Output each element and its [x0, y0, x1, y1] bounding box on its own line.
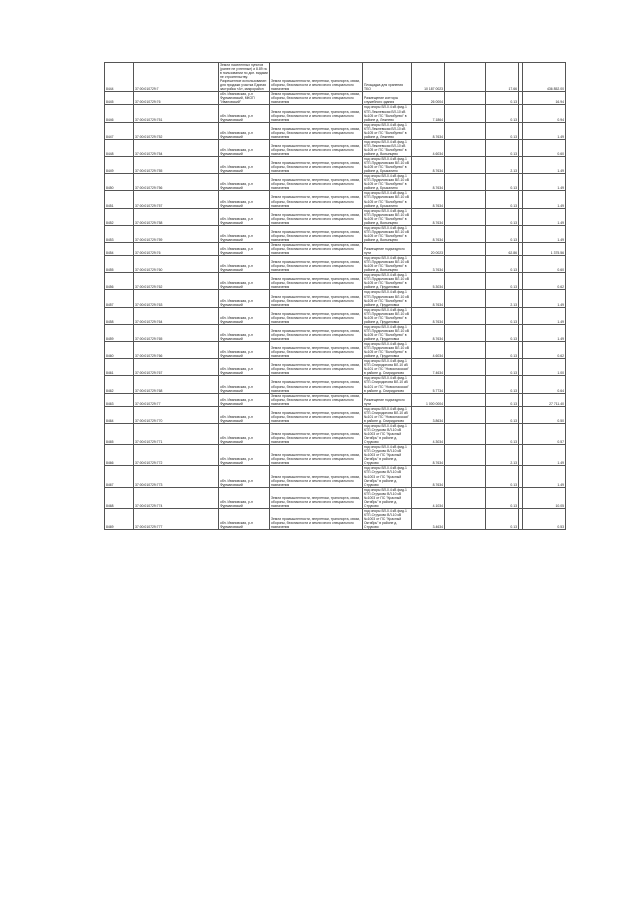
address-cell: обл. Ивановская, р-н Фурмановский	[219, 122, 270, 139]
rate-cell: 0.13	[486, 466, 519, 487]
permitted-use-cell: под опоры ВЛ-0.4 кВ фид.1 КТП-Прудиловская ВЛ-10 кВ №105 от ПС "Волобуево" в районе д. Прудиловка	[363, 307, 412, 324]
area-cell: 5.7734	[412, 376, 445, 393]
area-cell: 8.7634	[412, 324, 445, 341]
area-cell: 8.7634	[412, 445, 445, 466]
permitted-use-cell: под опоры ВЛ-0.4 кВ фид.1 КТП-Прудиловская ВЛ-10 кВ №105 от ПС "Волобуево" в районе д. Прудиловка	[363, 273, 412, 290]
cadastral-number-cell: 37:00:010729:762	[134, 273, 219, 290]
land-registry-table	[104, 62, 566, 530]
table-row	[105, 445, 566, 466]
row-number-cell: 8453	[105, 225, 134, 242]
table-row	[105, 508, 566, 529]
address-cell: обл. Ивановская, р-н Фурмановский	[219, 174, 270, 191]
land-category-cell: Земли промышленности, энергетики, транспорта, связи, обороны, безопасности и земли иного специального назначения	[270, 406, 363, 423]
rate-cell: 0.13	[486, 105, 519, 122]
rate-cell: 62.86	[486, 242, 519, 255]
empty-cell	[445, 307, 486, 324]
row-number-cell: 8455	[105, 256, 134, 273]
area-cell: 3.7634	[412, 256, 445, 273]
land-registry-sheet	[104, 62, 564, 530]
amount-cell: 0.62	[523, 273, 566, 290]
permitted-use-cell: под опоры ВЛ-0.4 кВ фид.1 КТП-Струково ВЛ-10 кВ №1003 от ПС "Красный Октябрь" в районе д. Струково	[363, 466, 412, 487]
table-row	[105, 139, 566, 156]
table-row	[105, 324, 566, 341]
rate-cell: 0.13	[486, 122, 519, 139]
row-number-cell: 8457	[105, 290, 134, 307]
permitted-use-cell: под опоры ВЛ-0.4 кВ фид.1 КТП-Прудиловская ВЛ-10 кВ №105 от ПС "Волобуево" в районе д. Брыкалино	[363, 157, 412, 174]
rate-cell: 0.13	[486, 324, 519, 341]
rate-cell: 0.13	[486, 342, 519, 359]
land-category-cell: Земли промышленности, энергетики, транспорта, связи, обороны, безопасности и земли иного специального назначения	[270, 445, 363, 466]
land-category-cell: Земли промышленности, энергетики, транспорта, связи, обороны, безопасности и земли иного специального назначения	[270, 307, 363, 324]
land-category-cell: Земли промышленности, энергетики, транспорта, связи, обороны, безопасности и земли иного специального назначения	[270, 92, 363, 105]
row-number-cell: 8458	[105, 307, 134, 324]
land-category-cell: Земли промышленности, энергетики, транспорта, связи, обороны, безопасности и земли иного специального назначения	[270, 225, 363, 242]
empty-cell	[445, 63, 486, 92]
table-row	[105, 92, 566, 105]
address-cell: обл. Ивановская, р-н Фурмановский	[219, 508, 270, 529]
cadastral-number-cell: 37:00:010729:758	[134, 208, 219, 225]
cadastral-number-cell: 37:00:010729:767	[134, 359, 219, 376]
area-cell: 8.7634	[412, 122, 445, 139]
empty-cell	[445, 342, 486, 359]
rate-cell: 17.66	[486, 63, 519, 92]
permitted-use-cell: под опоры ВЛ-0.4 кВ фид.1 КТП-Прудиловская ВЛ-10 кВ №105 от ПС "Волобуево" в районе д. Прудиловка	[363, 324, 412, 341]
amount-cell: 1.49	[523, 225, 566, 242]
land-category-cell: Земли промышленности, энергетики, транспорта, связи, обороны, безопасности и земли иного специального назначения	[270, 423, 363, 444]
row-number-cell: 8463	[105, 393, 134, 406]
amount-cell: 0.64	[523, 376, 566, 393]
empty-cell	[445, 508, 486, 529]
address-cell: обл. Ивановская, р-н Фурмановский	[219, 406, 270, 423]
row-number-cell: 8464	[105, 406, 134, 423]
land-category-cell: Земли промышленности, энергетики, транспорта, связи, обороны, безопасности и земли иного специального назначения	[270, 359, 363, 376]
cadastral-number-cell: 37:00:010729:759	[134, 225, 219, 242]
land-category-cell: Земли промышленности, энергетики, транспорта, связи, обороны, безопасности и земли иного специального назначения	[270, 105, 363, 122]
cadastral-number-cell: 37:00:010729:766	[134, 342, 219, 359]
cadastral-number-cell: 37:00:010729:7	[134, 63, 219, 92]
amount-cell: 436 852.00	[523, 63, 566, 92]
land-category-cell: Земли промышленности, энергетики, транспорта, связи, обороны, безопасности и земли иного специального назначения	[270, 208, 363, 225]
table-row	[105, 393, 566, 406]
cadastral-number-cell: 37:00:010729:763	[134, 290, 219, 307]
address-cell: обл. Ивановская, р-н Фурмановский	[219, 105, 270, 122]
area-cell: 8.7634	[412, 225, 445, 242]
address-cell: обл. Ивановская, р-н Фурмановский	[219, 242, 270, 255]
rate-cell: 0.13	[486, 174, 519, 191]
permitted-use-cell: Размещение подъездного пути	[363, 242, 412, 255]
empty-cell	[445, 225, 486, 242]
land-category-cell: Земли промышленности, энергетики, транспорта, связи, обороны, безопасности и земли иного специального назначения	[270, 122, 363, 139]
permitted-use-cell: под опоры ВЛ-0.4 кВ фид.1 КТП-Струково ВЛ-10 кВ №1003 от ПС "Красный Октябрь" в районе д. Струково	[363, 487, 412, 508]
rate-cell: 2.13	[486, 157, 519, 174]
table-row	[105, 406, 566, 423]
table-body	[105, 63, 566, 530]
row-number-cell: 8467	[105, 466, 134, 487]
address-cell: обл. Ивановская, р-н Фурмановский	[219, 487, 270, 508]
cadastral-number-cell: 37:00:010729:764	[134, 307, 219, 324]
cadastral-number-cell: 37:00:010729:755	[134, 157, 219, 174]
land-category-cell: Земли промышленности, энергетики, транспорта, связи, обороны, безопасности и земли иного специального назначения	[270, 342, 363, 359]
rate-cell: 0.13	[486, 406, 519, 423]
empty-cell	[445, 423, 486, 444]
area-cell: 4.1034	[412, 487, 445, 508]
permitted-use-cell: Размещение подъездного пути	[363, 393, 412, 406]
area-cell: 8.7634	[412, 191, 445, 208]
row-number-cell: 8446	[105, 105, 134, 122]
rate-cell: 0.13	[486, 487, 519, 508]
amount-cell: 1.49	[523, 191, 566, 208]
table-row	[105, 157, 566, 174]
address-cell: обл. Ивановская, р-н Фурмановский	[219, 376, 270, 393]
empty-cell	[445, 324, 486, 341]
empty-cell	[445, 487, 486, 508]
land-category-cell: Земли промышленности, энергетики, транспорта, связи, обороны, безопасности и земли иного специального назначения	[270, 508, 363, 529]
table-row	[105, 290, 566, 307]
empty-cell	[445, 122, 486, 139]
permitted-use-cell: под опоры ВЛ-0.4 кВ фид.1 КТП-Спиридонова ВЛ-10 кВ №101 от ПС "Новоспасская" в районе д. Спиридоново	[363, 359, 412, 376]
permitted-use-cell: Площадка для хранения ТБО	[363, 63, 412, 92]
table-row	[105, 105, 566, 122]
permitted-use-cell: под опоры ВЛ-0.4 кВ фид.1 КТП-Струково ВЛ-10 кВ №1003 от ПС "Красный Октябрь" в районе д. Струково	[363, 423, 412, 444]
cadastral-number-cell: 37:00:010729:752	[134, 122, 219, 139]
address-cell: обл. Ивановская, р-н Фурмановский	[219, 307, 270, 324]
cadastral-number-cell: 37:00:010729:76	[134, 92, 219, 105]
empty-cell	[445, 256, 486, 273]
empty-cell	[445, 157, 486, 174]
address-cell: обл. Ивановская, р-н Фурмановский	[219, 342, 270, 359]
table-row	[105, 225, 566, 242]
amount-cell: 0.50	[523, 406, 566, 423]
amount-cell: 27 711.40	[523, 393, 566, 406]
permitted-use-cell: под опоры ВЛ-0.4 кВ фид.1 КТП-Прудиловская ВЛ-10 кВ №105 от ПС "Волобуево" в районе д. Волынцево	[363, 225, 412, 242]
cadastral-number-cell: 37:00:010729:756	[134, 174, 219, 191]
rate-cell: 0.13	[486, 139, 519, 156]
area-cell: 3.8634	[412, 406, 445, 423]
amount-cell: 0.94	[523, 105, 566, 122]
rate-cell: 0.13	[486, 359, 519, 376]
cadastral-number-cell: 37:00:010729:760	[134, 256, 219, 273]
empty-cell	[445, 174, 486, 191]
land-category-cell: Земли промышленности, энергетики, транспорта, связи, обороны, безопасности и земли иного специального назначения	[270, 139, 363, 156]
table-row	[105, 487, 566, 508]
address-cell: обл. Ивановская, р-н Фурмановский	[219, 191, 270, 208]
row-number-cell: 8468	[105, 487, 134, 508]
amount-cell: 0.60	[523, 256, 566, 273]
permitted-use-cell: под опоры ВЛ-0.4 кВ фид.1 КТП-Струково ВЛ-10 кВ №1003 от ПС "Красный Октябрь" в районе д. Струково	[363, 508, 412, 529]
table-row	[105, 174, 566, 191]
empty-cell	[445, 290, 486, 307]
address-cell: обл. Ивановская, р-н Фурмановский	[219, 273, 270, 290]
table-row	[105, 273, 566, 290]
cadastral-number-cell: 37:00:010729:774	[134, 487, 219, 508]
amount-cell: 1.49	[523, 157, 566, 174]
area-cell: 7.4634	[412, 359, 445, 376]
address-cell: обл. Ивановская, р-н Фурмановский	[219, 445, 270, 466]
address-cell: обл. Ивановская, р-н Фурмановский	[219, 256, 270, 273]
empty-cell	[445, 273, 486, 290]
table-row	[105, 376, 566, 393]
empty-cell	[445, 105, 486, 122]
amount-cell: 1.49	[523, 290, 566, 307]
table-row	[105, 256, 566, 273]
land-category-cell: Земли промышленности, энергетики, транспорта, связи, обороны, безопасности и земли иного специального назначения	[270, 273, 363, 290]
row-number-cell: 8451	[105, 191, 134, 208]
row-number-cell: 8461	[105, 359, 134, 376]
cadastral-number-cell: 37:00:010729:773	[134, 466, 219, 487]
rate-cell: 0.13	[486, 225, 519, 242]
empty-cell	[445, 466, 486, 487]
amount-cell: 16.94	[523, 92, 566, 105]
land-category-cell: Земли промышленности, энергетики, транспорта, связи, обороны, безопасности и земли иного специального назначения	[270, 393, 363, 406]
amount-cell: 1.49	[523, 466, 566, 487]
row-number-cell: 8454	[105, 242, 134, 255]
area-cell: 4.3034	[412, 423, 445, 444]
address-cell: обл. Ивановская, р-н Фурмановский	[219, 139, 270, 156]
empty-cell	[445, 359, 486, 376]
permitted-use-cell: под опоры ВЛ-0.4 кВ фид.1 КТП-Прудиловская ВЛ-10 кВ №105 от ПС "Волобуево" в районе д. Волынцево	[363, 256, 412, 273]
table-row	[105, 342, 566, 359]
empty-cell	[445, 139, 486, 156]
area-cell: 26 0004	[412, 92, 445, 105]
cadastral-number-cell: 37:00:010729:771	[134, 423, 219, 444]
amount-cell: 1.49	[523, 324, 566, 341]
address-cell: обл. Ивановская, р-н Фурмановский	[219, 290, 270, 307]
row-number-cell: 8450	[105, 174, 134, 191]
row-number-cell: 8452	[105, 208, 134, 225]
amount-cell: 10.05	[523, 487, 566, 508]
permitted-use-cell: под опоры ВЛ-0.4 кВ фид.1 КТП-Прудиловская ВЛ-10 кВ №105 от ПС "Волобуево" в районе д. Брыкалино	[363, 174, 412, 191]
permitted-use-cell: под опоры ВЛ-0.4 кВ фид.1 КТП-Лежневская ВЛ-10 кВ №105 от ПС "Волобуево" в районе д. Волынцево	[363, 139, 412, 156]
amount-cell: 1.49	[523, 307, 566, 324]
land-category-cell: Земли промышленности, энергетики, транспорта, связи, обороны, безопасности и земли иного специального назначения	[270, 157, 363, 174]
table-row	[105, 242, 566, 255]
land-category-cell: Земли промышленности, энергетики, транспорта, связи, обороны, безопасности и земли иного специального назначения	[270, 242, 363, 255]
land-category-cell: Земли промышленности, энергетики, транспорта, связи, обороны, безопасности и земли иного специального назначения	[270, 63, 363, 92]
land-category-cell: Земли промышленности, энергетики, транспорта, связи, обороны, безопасности и земли иного специального назначения	[270, 256, 363, 273]
amount-cell: 1.49	[523, 122, 566, 139]
cadastral-number-cell: 37:00:010729:77	[134, 393, 219, 406]
area-cell: 4.6034	[412, 139, 445, 156]
row-number-cell: 8462	[105, 376, 134, 393]
table-row	[105, 423, 566, 444]
permitted-use-cell: под опоры ВЛ-0.4 кВ фид.1 КТП-Прудиловская ВЛ-10 кВ №105 от ПС "Волобуево" в районе д. Волынцево	[363, 208, 412, 225]
rate-cell: 0.13	[486, 423, 519, 444]
permitted-use-cell: под опоры ВЛ-0.4 кВ фид.1 КТП-Прудиловская ВЛ-10 кВ №105 от ПС "Волобуево" в районе д. Прудиловка	[363, 290, 412, 307]
amount-cell: 1.00	[523, 359, 566, 376]
address-cell: обл. Ивановская, р-н Фурмановский	[219, 393, 270, 406]
rate-cell: 0.13	[486, 376, 519, 393]
table-row	[105, 191, 566, 208]
table-row	[105, 466, 566, 487]
rate-cell: 0.13	[486, 208, 519, 225]
permitted-use-cell: под опоры ВЛ-0.4 кВ фид.1 КТП-Лежневская ВЛ-10 кВ №105 от ПС "Волобуево" в районе д. Лежнево	[363, 105, 412, 122]
amount-cell: 0.53	[523, 508, 566, 529]
cadastral-number-cell: 37:00:010729:768	[134, 376, 219, 393]
area-cell: 1 000 0004	[412, 393, 445, 406]
permitted-use-cell: под опоры ВЛ-0.4 кВ фид.1 КТП-Прудиловская ВЛ-10 кВ №105 от ПС "Волобуево" в районе д. Брыкалино	[363, 191, 412, 208]
rate-cell: 0.13	[486, 393, 519, 406]
empty-cell	[445, 92, 486, 105]
table-row	[105, 63, 566, 92]
table-row	[105, 208, 566, 225]
area-cell: 4.6034	[412, 342, 445, 359]
area-cell: 8.7634	[412, 290, 445, 307]
rate-cell: 0.13	[486, 256, 519, 273]
amount-cell: 1.49	[523, 174, 566, 191]
row-number-cell: 8460	[105, 342, 134, 359]
empty-cell	[445, 191, 486, 208]
address-cell: обл. Ивановская, р-н Фурмановский	[219, 466, 270, 487]
empty-cell	[445, 445, 486, 466]
land-category-cell: Земли промышленности, энергетики, транспорта, связи, обороны, безопасности и земли иного специального назначения	[270, 487, 363, 508]
address-cell: обл. Ивановская, р-н Фурмановский	[219, 359, 270, 376]
row-number-cell: 8448	[105, 139, 134, 156]
area-cell: 8.7634	[412, 466, 445, 487]
land-category-cell: Земли промышленности, энергетики, транспорта, связи, обороны, безопасности и земли иного специального назначения	[270, 376, 363, 393]
area-cell: 5.3034	[412, 273, 445, 290]
address-cell: обл. Ивановская, р-н Фурмановский	[219, 208, 270, 225]
rate-cell: 0.13	[486, 191, 519, 208]
row-number-cell: 8449	[105, 157, 134, 174]
cadastral-number-cell: 37:00:010729:765	[134, 324, 219, 341]
table-row	[105, 307, 566, 324]
row-number-cell: 8466	[105, 445, 134, 466]
area-cell: 10 187 0023	[412, 63, 445, 92]
land-category-cell: Земли промышленности, энергетики, транспорта, связи, обороны, безопасности и земли иного специального назначения	[270, 191, 363, 208]
row-number-cell: 8445	[105, 92, 134, 105]
land-category-cell: Земли промышленности, энергетики, транспорта, связи, обороны, безопасности и земли иного специального назначения	[270, 174, 363, 191]
row-number-cell: 8469	[105, 508, 134, 529]
cadastral-number-cell: 37:00:010729:751	[134, 105, 219, 122]
table-row	[105, 359, 566, 376]
rate-cell: 0.13	[486, 508, 519, 529]
permitted-use-cell: Размещение конторы служебного здания	[363, 92, 412, 105]
rate-cell: 0.13	[486, 92, 519, 105]
amount-cell: 0.60	[523, 139, 566, 156]
empty-cell	[445, 406, 486, 423]
address-cell: обл. Ивановская, р-н Фурмановский	[219, 324, 270, 341]
address-cell: обл. Ивановская, р-н Фурмановский	[219, 157, 270, 174]
cadastral-number-cell: 37:00:010729:772	[134, 445, 219, 466]
row-number-cell: 8444	[105, 63, 134, 92]
address-cell: обл. Ивановская, р-н Фурмановский	[219, 423, 270, 444]
rate-cell: 2.13	[486, 290, 519, 307]
cadastral-number-cell: 37:00:010729:76	[134, 242, 219, 255]
table-row	[105, 122, 566, 139]
area-cell: 8.7634	[412, 157, 445, 174]
permitted-use-cell: под опоры ВЛ-0.4 кВ фид.1 КТП-Струково ВЛ-10 кВ №1003 от ПС "Красный Октябрь" в районе д. Струково	[363, 445, 412, 466]
permitted-use-cell: под опоры ВЛ-0.4 кВ фид.1 КТП-Прудиловская ВЛ-10 кВ №105 от ПС "Волобуево" в районе д. Прудиловка	[363, 342, 412, 359]
area-cell: 8.7634	[412, 307, 445, 324]
amount-cell: 0.57	[523, 423, 566, 444]
amount-cell: 1.49	[523, 208, 566, 225]
permitted-use-cell: под опоры ВЛ-0.4 кВ фид.1 КТП-Лежневская ВЛ-10 кВ №105 от ПС "Волобуево" в районе д. Лежнево	[363, 122, 412, 139]
amount-cell: 0.62	[523, 342, 566, 359]
area-cell: 8.7634	[412, 208, 445, 225]
row-number-cell: 8447	[105, 122, 134, 139]
area-cell: 3.4634	[412, 508, 445, 529]
rate-cell: 2.13	[486, 445, 519, 466]
address-cell: Земли населенных пунктов (ранее не учтенные) и 8.89 га в пользовании по доп. видами не строительству. Разрешенное использование: для продажи участка Единая застройка «А», микрорайон	[220, 63, 268, 92]
cadastral-number-cell: 37:00:010729:777	[134, 508, 219, 529]
amount-cell: 1.49	[523, 445, 566, 466]
land-category-cell: Земли промышленности, энергетики, транспорта, связи, обороны, безопасности и земли иного специального назначения	[270, 324, 363, 341]
amount-cell: 1 375.56	[523, 242, 566, 255]
row-number-cell: 8465	[105, 423, 134, 444]
cadastral-number-cell: 37:00:010729:757	[134, 191, 219, 208]
empty-cell	[445, 393, 486, 406]
cadastral-number-cell: 37:00:010729:754	[134, 139, 219, 156]
rate-cell: 0.13	[486, 273, 519, 290]
land-category-cell: Земли промышленности, энергетики, транспорта, связи, обороны, безопасности и земли иного специального назначения	[270, 290, 363, 307]
permitted-use-cell: под опоры ВЛ-0.4 кВ фид.1 КТП-Спиридонова ВЛ-10 кВ №101 от ПС "Новоспасская" в районе д. Спиридоново	[363, 406, 412, 423]
address-cell: обл. Ивановская, р-н Фурмановский, МКОП "Ивановский"	[219, 92, 270, 105]
row-number-cell: 8459	[105, 324, 134, 341]
address-cell: обл. Ивановская, р-н Фурмановский	[219, 225, 270, 242]
area-cell: 7.1864	[412, 105, 445, 122]
land-category-cell: Земли промышленности, энергетики, транспорта, связи, обороны, безопасности и земли иного специального назначения	[270, 466, 363, 487]
area-cell: 20 0023	[412, 242, 445, 255]
row-number-cell: 8456	[105, 273, 134, 290]
permitted-use-cell: под опоры ВЛ-0.4 кВ фид.1 КТП-Спиридонова ВЛ-10 кВ №101 от ПС "Новоспасская" в районе д. Спиридоново	[363, 376, 412, 393]
empty-cell	[445, 242, 486, 255]
rate-cell: 0.13	[486, 307, 519, 324]
cadastral-number-cell: 37:00:010729:770	[134, 406, 219, 423]
empty-cell	[445, 208, 486, 225]
area-cell: 8.7634	[412, 174, 445, 191]
empty-cell	[445, 376, 486, 393]
